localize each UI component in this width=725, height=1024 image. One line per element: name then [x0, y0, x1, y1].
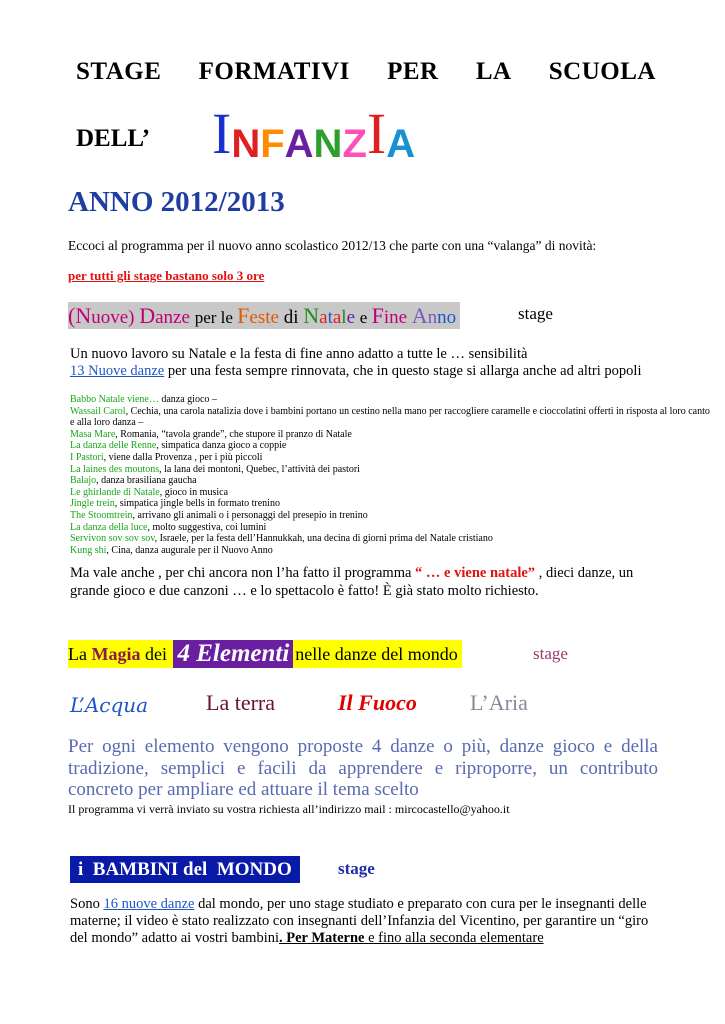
p3-text: Ma vale anche , per chi ancora non l’ha fatto il programma [70, 565, 416, 581]
mail-line: Il programma vi verrà inviato su vostra richiesta all’indirizzo mail : mircocastello@yahoo.it [68, 802, 510, 816]
program-paragraph [70, 564, 660, 600]
dance-list-item [70, 394, 710, 406]
program-title: “ … e viene natale” [415, 565, 536, 581]
heading-fragment: este [249, 307, 284, 328]
description-line [70, 363, 670, 380]
dance-list-item [70, 406, 710, 429]
infanzia-letter: N [313, 122, 343, 166]
new-dances-link[interactable]: 13 Nuove danze [70, 363, 165, 379]
dance-list-item [70, 498, 710, 510]
infanzia-letter: I [212, 101, 232, 166]
sixteen-dances-link[interactable]: 16 nuove danze [103, 896, 195, 912]
heading-fragment: A [411, 303, 428, 328]
title-dell: DELL’ [76, 125, 151, 152]
element-air: L’Aria [470, 690, 528, 715]
materne-bold: . Per Materne [279, 930, 365, 946]
heading-fragment: F [237, 303, 250, 328]
heading-fragment: l [341, 307, 347, 328]
dance-description: , Israele, per la festa dell’Hannukkah, una decina di giorni prima del Natale cristiano [154, 533, 493, 545]
dance-name: La danza della luce [70, 521, 148, 533]
christmas-description [70, 346, 670, 380]
dance-list-item [70, 429, 710, 441]
infanzia-letter: F [260, 122, 285, 166]
title-word: FORMATIVI [198, 58, 350, 85]
heading-fragment: n [427, 307, 438, 328]
dance-description: , molto suggestiva, coi lumini [147, 521, 267, 533]
dance-list-item [70, 533, 710, 545]
dance-description: danza gioco – [158, 394, 217, 405]
dance-list [70, 394, 710, 556]
children-paragraph [70, 896, 660, 947]
element-earth: La terra [206, 690, 275, 715]
dance-name: Balajo [70, 475, 97, 487]
materne-rest: e fino alla seconda elementare [364, 930, 544, 946]
heading-fragment: o [446, 307, 457, 328]
infanzia-letter: A [284, 122, 314, 166]
dance-name: Babbo Natale viene… [70, 394, 159, 405]
element-fire: Il Fuoco [338, 690, 417, 715]
dance-name: Servivon sov sov sov [70, 533, 155, 545]
heading-fragment: N [303, 303, 320, 328]
dance-name: Jingle trein [70, 498, 115, 510]
children-world-heading: i BAMBINI del MONDO [70, 856, 300, 883]
heading-la: La [68, 644, 92, 664]
infanzia-letter: N [231, 122, 261, 166]
dance-name: Wassail Carol [70, 405, 126, 417]
dance-name: La laines des moutons [70, 463, 160, 475]
dance-list-item [70, 545, 710, 557]
heading-fragment: N [75, 303, 92, 328]
heading-fragment: t [327, 307, 333, 328]
dance-description: , Romania, “tavola grande”, che stupore il pranzo di Natale [115, 428, 352, 440]
heading-fragment: ine [383, 307, 412, 328]
dance-description: , simpatica danza gioco a coppie [156, 440, 287, 452]
elements-paragraph: Per ogni elemento vengono proposte 4 danze o più, danze gioco e della tradizione, semplici e facili da apprendere e riproporre, un contributo concreto per ampliare ed attuare il tema scelto [68, 736, 658, 800]
dance-list-item [70, 522, 710, 534]
infanzia-letter: I [366, 101, 387, 166]
heading-fragment: a [319, 307, 328, 328]
heading-fragment: per le [194, 308, 238, 327]
heading-elementi: 4 Elementi [173, 640, 293, 668]
dance-name: I Pastori [70, 451, 104, 463]
dance-description: , arrivano gli animali o i personaggi del presepio in trenino [132, 509, 368, 521]
title-word: SCUOLA [548, 58, 656, 85]
heading-rest: nelle danze del mondo [295, 644, 458, 664]
heading-fragment: n [437, 307, 447, 328]
dance-name: Le ghirlande di Natale [70, 486, 160, 498]
title-line [76, 58, 656, 86]
dance-list-item [70, 464, 710, 476]
p6-text: dal mondo, per uno stage studiato e preparato con cura per le insegnanti delle materne; il video è stato realizzato con insegnanti dell’Infanzia del Vicentino, per garantire un “giro del mondo” adatto ai vostri bambini [70, 896, 649, 946]
heading-fragment: uove) [91, 307, 140, 328]
element-water: L’Acqua [70, 693, 149, 717]
p6-text: Sono [70, 896, 104, 912]
title-word: PER [387, 58, 439, 85]
elements-heading [68, 640, 462, 668]
dance-list-item [70, 440, 710, 452]
heading-fragment: anze [155, 307, 195, 328]
dance-name: La danza delle Renne [70, 440, 157, 452]
title-word: LA [475, 58, 512, 85]
dance-name: Kung shi [70, 544, 107, 556]
dance-description: , Cechia, una carola natalizia dove i bambini portano un cestino nella mano per raccogliere caramelle e cioccolatini offerti in risposta al loro canto e alla loro danza – [70, 405, 710, 429]
infanzia-letter: A [386, 122, 416, 166]
heading-fragment: ( [68, 303, 76, 328]
intro-text: Eccoci al programma per il nuovo anno scolastico 2012/13 che parte con una “valanga” di novità: [68, 238, 597, 253]
heading-magia: Magia [91, 644, 141, 664]
hours-note: per tutti gli stage bastano solo 3 ore [68, 268, 265, 283]
dance-description: , la lana dei montoni, Quebec, l’attività dei pastori [159, 463, 360, 475]
school-year-heading: ANNO 2012/2013 [68, 186, 285, 218]
heading-dei: dei [140, 644, 172, 664]
dance-description: , Cina, danza augurale per il Nuovo Anno [106, 544, 273, 556]
heading-fragment: e [359, 308, 372, 327]
dance-description: , simpatica jingle bells in formato trenino [114, 498, 280, 510]
dance-description: , danza brasiliana gaucha [96, 475, 197, 487]
title-word: STAGE [76, 58, 162, 85]
dance-name: Masa Mare [70, 428, 116, 440]
dance-list-item [70, 510, 710, 522]
description-rest: per una festa sempre rinnovata, che in questo stage si allarga anche ad altri popoli [164, 363, 642, 379]
stage-label: stage [338, 859, 375, 878]
infanzia-letter: Z [342, 122, 367, 166]
dance-list-item [70, 452, 710, 464]
description-line: Un nuovo lavoro su Natale e la festa di fine anno adatto a tutte le … sensibilità [70, 346, 528, 362]
heading-fragment: a [332, 307, 342, 328]
dance-description: , viene dalla Provenza , per i più piccoli [103, 451, 263, 463]
dance-list-item [70, 487, 710, 499]
heading-fragment: di [283, 307, 304, 328]
stage-label: stage [518, 304, 553, 323]
dance-list-item [70, 475, 710, 487]
infanzia-wordart [212, 100, 415, 167]
heading-fragment: D [139, 303, 156, 328]
p3-text: , dieci danze, un grande gioco e due canzoni … e lo spettacolo è fatto! È già stato molto richiesto. [70, 565, 634, 599]
dance-name: The Stoomtrein [70, 509, 133, 521]
christmas-dances-heading [68, 302, 460, 329]
heading-fragment: e [346, 307, 360, 328]
dance-description: , gioco in musica [159, 486, 229, 498]
heading-fragment: F [371, 303, 384, 328]
stage-label: stage [533, 644, 568, 663]
